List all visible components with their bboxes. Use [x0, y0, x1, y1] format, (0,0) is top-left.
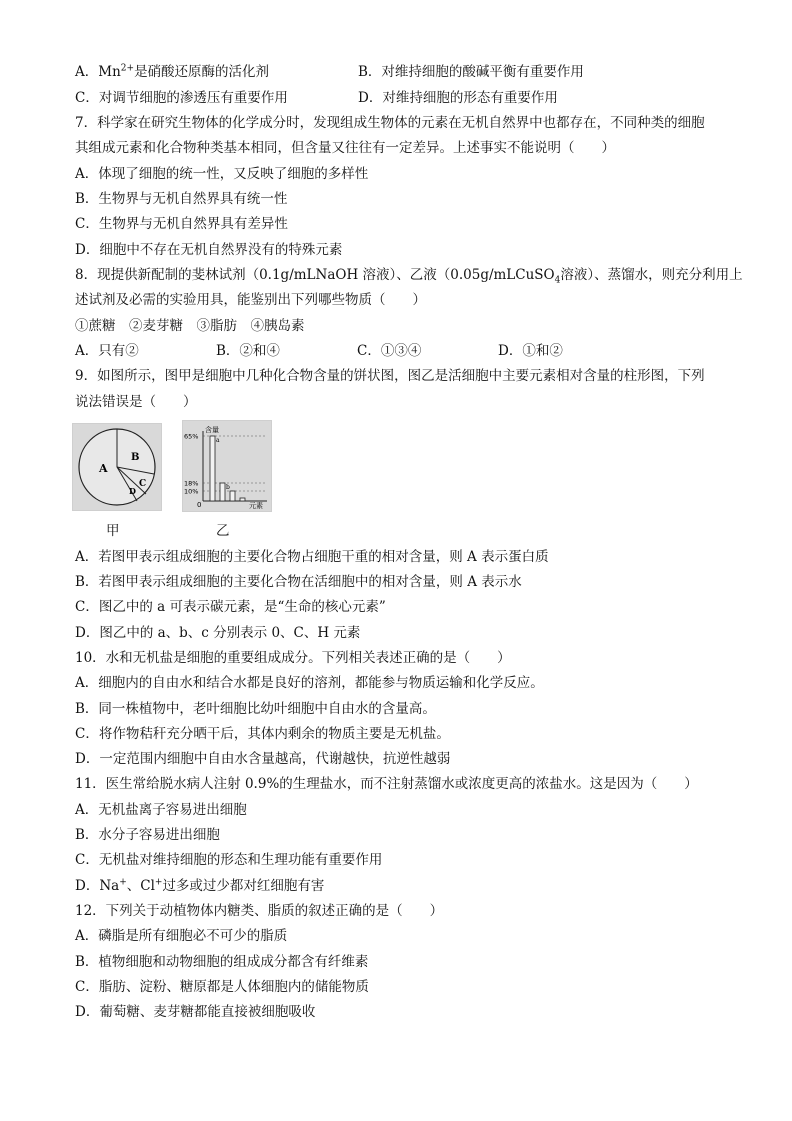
- q8-stem-part1: 8．现提供新配制的斐林试剂（0.1g/mLNaOH 溶液）、乙液（0.05g/mLCuSO: [75, 267, 555, 283]
- q8-option-b: B．②和④: [216, 343, 280, 359]
- q12-stem: 12．下列关于动植物体内糖类、脂质的叙述正确的是（ ）: [75, 903, 444, 919]
- q9-option-b: B．若图甲表示组成细胞的主要化合物在活细胞中的相对含量，则 A 表示水: [75, 574, 522, 590]
- x-axis-title: 元素: [249, 502, 263, 510]
- q11-option-d-part2: 、Cl: [126, 878, 155, 894]
- pie-chart: [73, 424, 161, 510]
- y-tick-label: 18%: [184, 479, 199, 488]
- q8-stem-line1: [75, 266, 743, 284]
- q7-option-c: C．生物界与无机自然界具有差异性: [75, 216, 288, 232]
- q8-stem-line2: 述试剂及必需的实验用具，能鉴别出下列哪些物质（ ）: [75, 292, 426, 308]
- figure-yi-bar: [182, 420, 272, 512]
- y-tick-label: 65%: [184, 432, 199, 441]
- q8-stem-part2: 溶液）、蒸馏水，则充分利用上: [560, 267, 743, 283]
- figure-yi-caption: 乙: [216, 523, 230, 539]
- q11-option-c: C．无机盐对维持细胞的形态和生理功能有重要作用: [75, 852, 383, 868]
- bar-chart: [183, 421, 271, 511]
- q6-option-d: D．对维持细胞的形态有重要作用: [358, 90, 558, 106]
- q10-option-b: B．同一株植物中，老叶细胞比幼叶细胞中自由水的含量高。: [75, 701, 436, 717]
- superscript: 2+: [120, 63, 135, 74]
- superscript: +: [119, 877, 127, 888]
- q11-option-d-part1: D．Na: [75, 878, 120, 894]
- y-tick-label: 10%: [184, 487, 199, 496]
- q10-stem: 10．水和无机盐是细胞的重要组成成分。下列相关表述正确的是（ ）: [75, 650, 511, 666]
- q7-option-a: A．体现了细胞的统一性，又反映了细胞的多样性: [75, 166, 369, 182]
- bar-c: [230, 491, 235, 501]
- q9-stem-line1: 9．如图所示，图甲是细胞中几种化合物含量的饼状图，图乙是活细胞中主要元素相对含量的柱形图，下列: [75, 368, 705, 384]
- pie-label-b: B: [131, 452, 140, 463]
- q8-option-d: D．①和②: [498, 343, 563, 359]
- q6-option-c: C．对调节细胞的渗透压有重要作用: [75, 90, 288, 106]
- bar-label: a: [216, 437, 220, 444]
- q7-option-b: B．生物界与无机自然界具有统一性: [75, 191, 288, 207]
- y-axis-title: 含量: [205, 426, 219, 434]
- bar-a: [210, 436, 215, 501]
- q11-stem: 11．医生常给脱水病人注射 0.9%的生理盐水，而不注射蒸馏水或浓度更高的浓盐水。这是因为（ ）: [75, 776, 698, 792]
- q7-option-d: D．细胞中不存在无机自然界没有的特殊元素: [75, 242, 343, 258]
- pie-label-c: C: [139, 479, 147, 489]
- q10-option-a: A．细胞内的自由水和结合水都是良好的溶剂，都能参与物质运输和化学反应。: [75, 675, 544, 691]
- bar-label: b: [226, 484, 230, 491]
- subscript: 4: [554, 275, 561, 286]
- origin-label: 0: [197, 501, 202, 509]
- figure-jia-caption: 甲: [106, 523, 120, 539]
- pie-label-a: A: [99, 462, 108, 475]
- q9-stem-line2: 说法错误是（ ）: [75, 394, 197, 410]
- q11-option-a: A．无机盐离子容易进出细胞: [75, 802, 247, 818]
- q9-option-d: D．图乙中的 a、b、c 分别表示 0、C、H 元素: [75, 625, 361, 641]
- q10-option-c: C．将作物秸秆充分晒干后，其体内剩余的物质主要是无机盐。: [75, 726, 450, 742]
- figure-jia-pie: [72, 423, 162, 511]
- q7-stem-line2: 其组成元素和化合物种类基本相同，但含量又往往有一定差异。上述事实不能说明（ ）: [75, 140, 615, 156]
- q9-option-a: A．若图甲表示组成细胞的主要化合物占细胞干重的相对含量，则 A 表示蛋白质: [75, 549, 549, 565]
- q7-stem-line1: 7．科学家在研究生物体的化学成分时，发现组成生物体的元素在无机自然界中也都存在，不同种类的细胞: [75, 115, 705, 131]
- q8-option-c: C．①③④: [357, 343, 422, 359]
- q12-option-c: C．脂肪、淀粉、糖原都是人体细胞内的储能物质: [75, 979, 369, 995]
- superscript: +: [154, 877, 163, 888]
- q6-option-a: [75, 63, 269, 81]
- bar-b: [220, 483, 225, 501]
- q8-option-a: A．只有②: [75, 343, 139, 359]
- q6-option-a-text: A．Mn: [75, 64, 121, 80]
- q8-items: ①蔗糖 ②麦芽糖 ③脂肪 ④胰岛素: [75, 318, 305, 334]
- q12-option-a: A．磷脂是所有细胞必不可少的脂质: [75, 928, 288, 944]
- q9-option-c: C．图乙中的 a 可表示碳元素，是“生命的核心元素”: [75, 599, 386, 615]
- q11-option-b: B．水分子容易进出细胞: [75, 827, 220, 843]
- pie-label-d: D: [129, 486, 136, 496]
- q12-option-b: B．植物细胞和动物细胞的组成成分都含有纤维素: [75, 954, 369, 970]
- q10-option-d: D．一定范围内细胞中自由水含量越高，代谢越快，抗逆性越弱: [75, 751, 451, 767]
- q6-option-b: B．对维持细胞的酸碱平衡有重要作用: [358, 64, 584, 80]
- q11-option-d: [75, 877, 324, 895]
- q12-option-d: D．葡萄糖、麦芽糖都能直接被细胞吸收: [75, 1004, 316, 1020]
- q11-option-d-part3: 过多或过少都对红细胞有害: [162, 878, 325, 894]
- q6-option-a-rest: 是硝酸还原酶的活化剂: [134, 64, 270, 80]
- bar-d: [240, 498, 245, 501]
